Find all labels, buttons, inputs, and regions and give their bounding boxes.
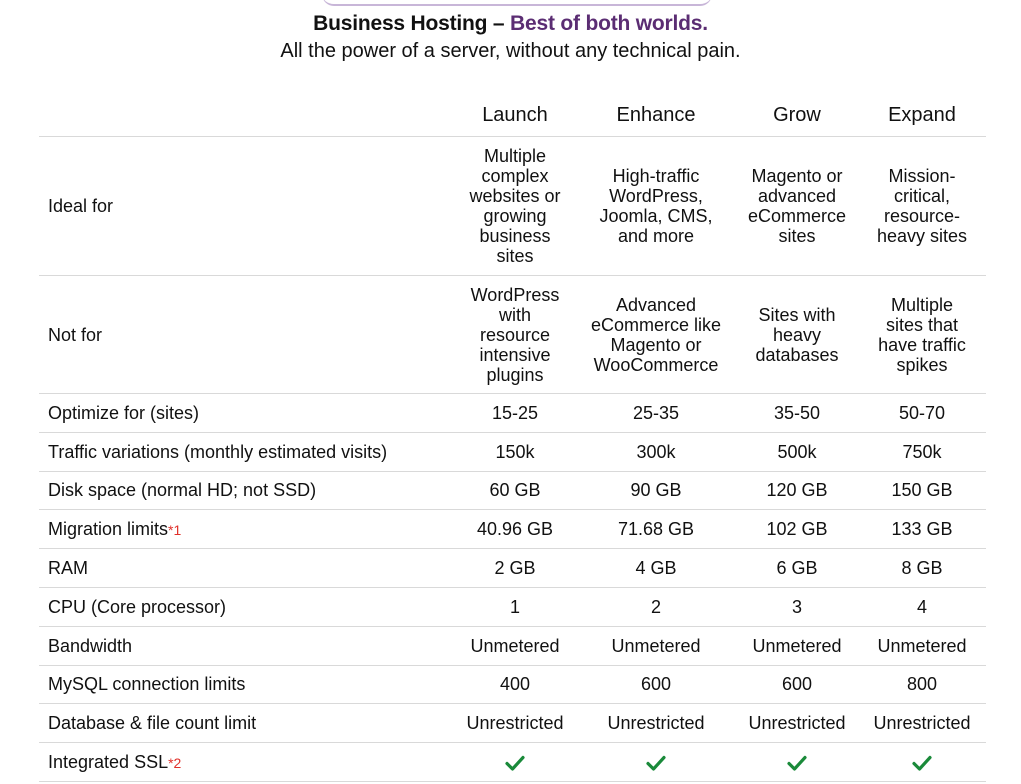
row-label: RAM [39,549,454,588]
cell-value: Unmetered [858,626,986,665]
table-row [39,510,986,549]
cell-value: Unmetered [576,626,736,665]
table-row [39,549,986,588]
cell-value: 133 GB [858,510,986,549]
plan-header-row [39,94,986,137]
cell-value: Multiple complex websites or growing business sites [454,137,576,276]
cell-value: Advanced eCommerce like Magento or WooCommerce [576,276,736,394]
title-main: Business Hosting – [313,12,505,35]
cell-value: 4 [858,587,986,626]
cell-value: 35-50 [736,394,858,433]
row-label: Migration limits*1 [39,510,454,549]
cell-value: 600 [576,665,736,704]
page-title [0,12,1021,36]
cell-value: Sites with heavy databases [736,276,858,394]
cell-value: Mission-critical, resource-heavy sites [858,137,986,276]
cell-value: 120 GB [736,471,858,510]
footnote-marker[interactable]: *2 [168,754,182,771]
row-label: Optimize for (sites) [39,394,454,433]
cell-value: 1 [454,587,576,626]
cell-value [736,743,858,782]
cell-value: Unmetered [736,626,858,665]
check-icon [912,754,932,772]
cell-value: Multiple sites that have traffic spikes [858,276,986,394]
cell-value: 500k [736,432,858,471]
check-icon [787,754,807,772]
cell-value: High-traffic WordPress, Joomla, CMS, and more [576,137,736,276]
table-row [39,704,986,743]
header-blank [39,94,454,137]
row-label: Bandwidth [39,626,454,665]
table-row [39,626,986,665]
cell-value: Unrestricted [858,704,986,743]
cell-value: 4 GB [576,549,736,588]
cell-value: 15-25 [454,394,576,433]
cell-value: 40.96 GB [454,510,576,549]
cell-value: 50-70 [858,394,986,433]
row-label: MySQL connection limits [39,665,454,704]
cell-value: 2 GB [454,549,576,588]
cell-value: 60 GB [454,471,576,510]
cell-value: Unrestricted [576,704,736,743]
cell-value: 300k [576,432,736,471]
row-label: Disk space (normal HD; not SSD) [39,471,454,510]
cell-value: 750k [858,432,986,471]
cell-value: 150 GB [858,471,986,510]
cell-value: 6 GB [736,549,858,588]
cell-value: 800 [858,665,986,704]
row-label: Integrated SSL*2 [39,743,454,782]
table-row [39,432,986,471]
title-accent: Best of both worlds. [510,12,708,35]
cell-value: 600 [736,665,858,704]
check-icon [646,754,666,772]
cell-value: 150k [454,432,576,471]
cell-value: Unmetered [454,626,576,665]
row-label: Database & file count limit [39,704,454,743]
row-label: Not for [39,276,454,394]
plan-enhance: Enhance [576,94,736,137]
plan-comparison-table [39,94,986,782]
table-row [39,665,986,704]
plan-launch: Launch [454,94,576,137]
plan-grow: Grow [736,94,858,137]
table-row [39,394,986,433]
check-icon [505,754,525,772]
cell-value: 102 GB [736,510,858,549]
row-label: CPU (Core processor) [39,587,454,626]
cell-value: Unrestricted [736,704,858,743]
cell-value: Magento or advanced eCommerce sites [736,137,858,276]
row-label: Ideal for [39,137,454,276]
cell-value: WordPress with resource intensive plugins [454,276,576,394]
cell-value: 25-35 [576,394,736,433]
cell-value [454,743,576,782]
cell-value: 3 [736,587,858,626]
cell-value: Unrestricted [454,704,576,743]
cell-value: 400 [454,665,576,704]
table-row [39,471,986,510]
cell-value [576,743,736,782]
table-row [39,276,986,394]
footnote-marker[interactable]: *1 [168,521,182,538]
table-row [39,137,986,276]
decorative-arc [322,0,712,6]
cell-value: 90 GB [576,471,736,510]
cell-value: 2 [576,587,736,626]
row-label: Traffic variations (monthly estimated visits) [39,432,454,471]
table-row [39,743,986,782]
cell-value: 71.68 GB [576,510,736,549]
plan-expand: Expand [858,94,986,137]
table-row [39,587,986,626]
cell-value: 8 GB [858,549,986,588]
cell-value [858,743,986,782]
page-subtitle: All the power of a server, without any technical pain. [280,40,741,62]
